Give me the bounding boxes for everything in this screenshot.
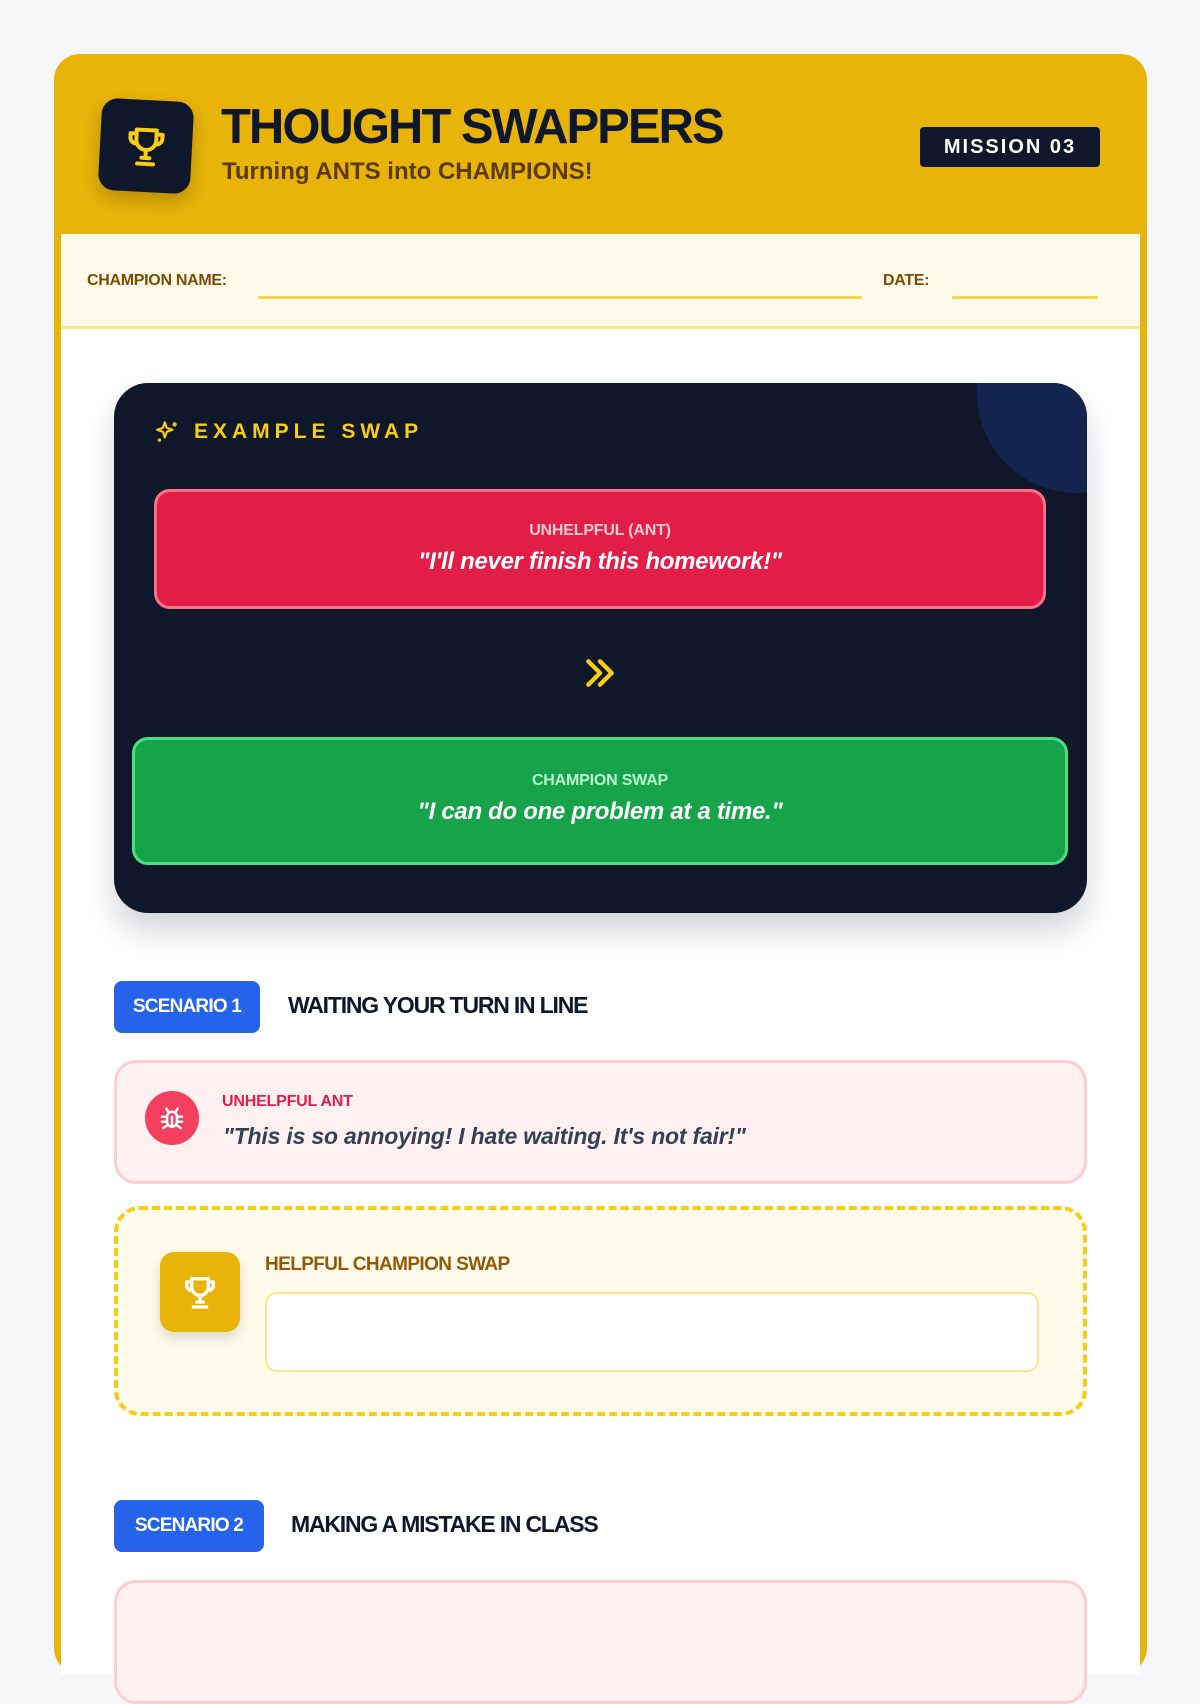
date-label: DATE: — [883, 272, 930, 289]
example-heading — [154, 419, 423, 445]
unhelpful-quote: "I'll never finish this homework!" — [418, 548, 782, 575]
champion-quote: "I can do one problem at a time." — [417, 798, 783, 825]
scenario-1-title: WAITING YOUR TURN IN LINE — [288, 992, 588, 1018]
date-field[interactable] — [952, 296, 1098, 299]
double-chevron-right-icon — [580, 653, 620, 698]
scenario-1-ant-card — [114, 1060, 1087, 1184]
champion-swap-input[interactable] — [265, 1292, 1039, 1372]
logo-badge — [98, 98, 195, 195]
page-title: THOUGHT SWAPPERS — [221, 100, 723, 154]
example-heading-text: EXAMPLE SWAP — [194, 420, 424, 443]
champion-name-field[interactable] — [258, 296, 862, 299]
mission-badge: MISSION 03 — [920, 127, 1100, 167]
unhelpful-ant-box — [154, 489, 1046, 609]
worksheet-body — [61, 234, 1140, 1674]
name-date-bar — [61, 234, 1140, 329]
trophy-icon — [160, 1252, 240, 1332]
scenario-1-champion-card — [114, 1206, 1087, 1416]
scenario-2-tag: SCENARIO 2 — [114, 1500, 264, 1552]
example-swap-card — [114, 383, 1087, 913]
scenario-2-title: MAKING A MISTAKE IN CLASS — [291, 1511, 598, 1537]
trophy-icon — [121, 121, 171, 171]
champion-swap-box — [132, 737, 1068, 865]
unhelpful-label: UNHELPFUL (ANT) — [529, 522, 671, 539]
champion-swap-label: HELPFUL CHAMPION SWAP — [265, 1254, 510, 1275]
champion-label: CHAMPION SWAP — [531, 772, 669, 789]
page-subtitle: Turning ANTS into CHAMPIONS! — [222, 158, 593, 185]
worksheet — [54, 54, 1147, 1674]
scenario-1-tag: SCENARIO 1 — [114, 981, 260, 1033]
bug-icon — [145, 1091, 199, 1145]
ant-label: UNHELPFUL ANT — [222, 1093, 353, 1110]
ant-quote: "This is so annoying! I hate waiting. It's not fair!" — [223, 1123, 746, 1149]
scenario-2-ant-card — [114, 1580, 1087, 1704]
decorative-circle — [977, 383, 1087, 493]
sparkles-icon — [154, 419, 180, 445]
champion-name-label: CHAMPION NAME: — [87, 272, 227, 289]
